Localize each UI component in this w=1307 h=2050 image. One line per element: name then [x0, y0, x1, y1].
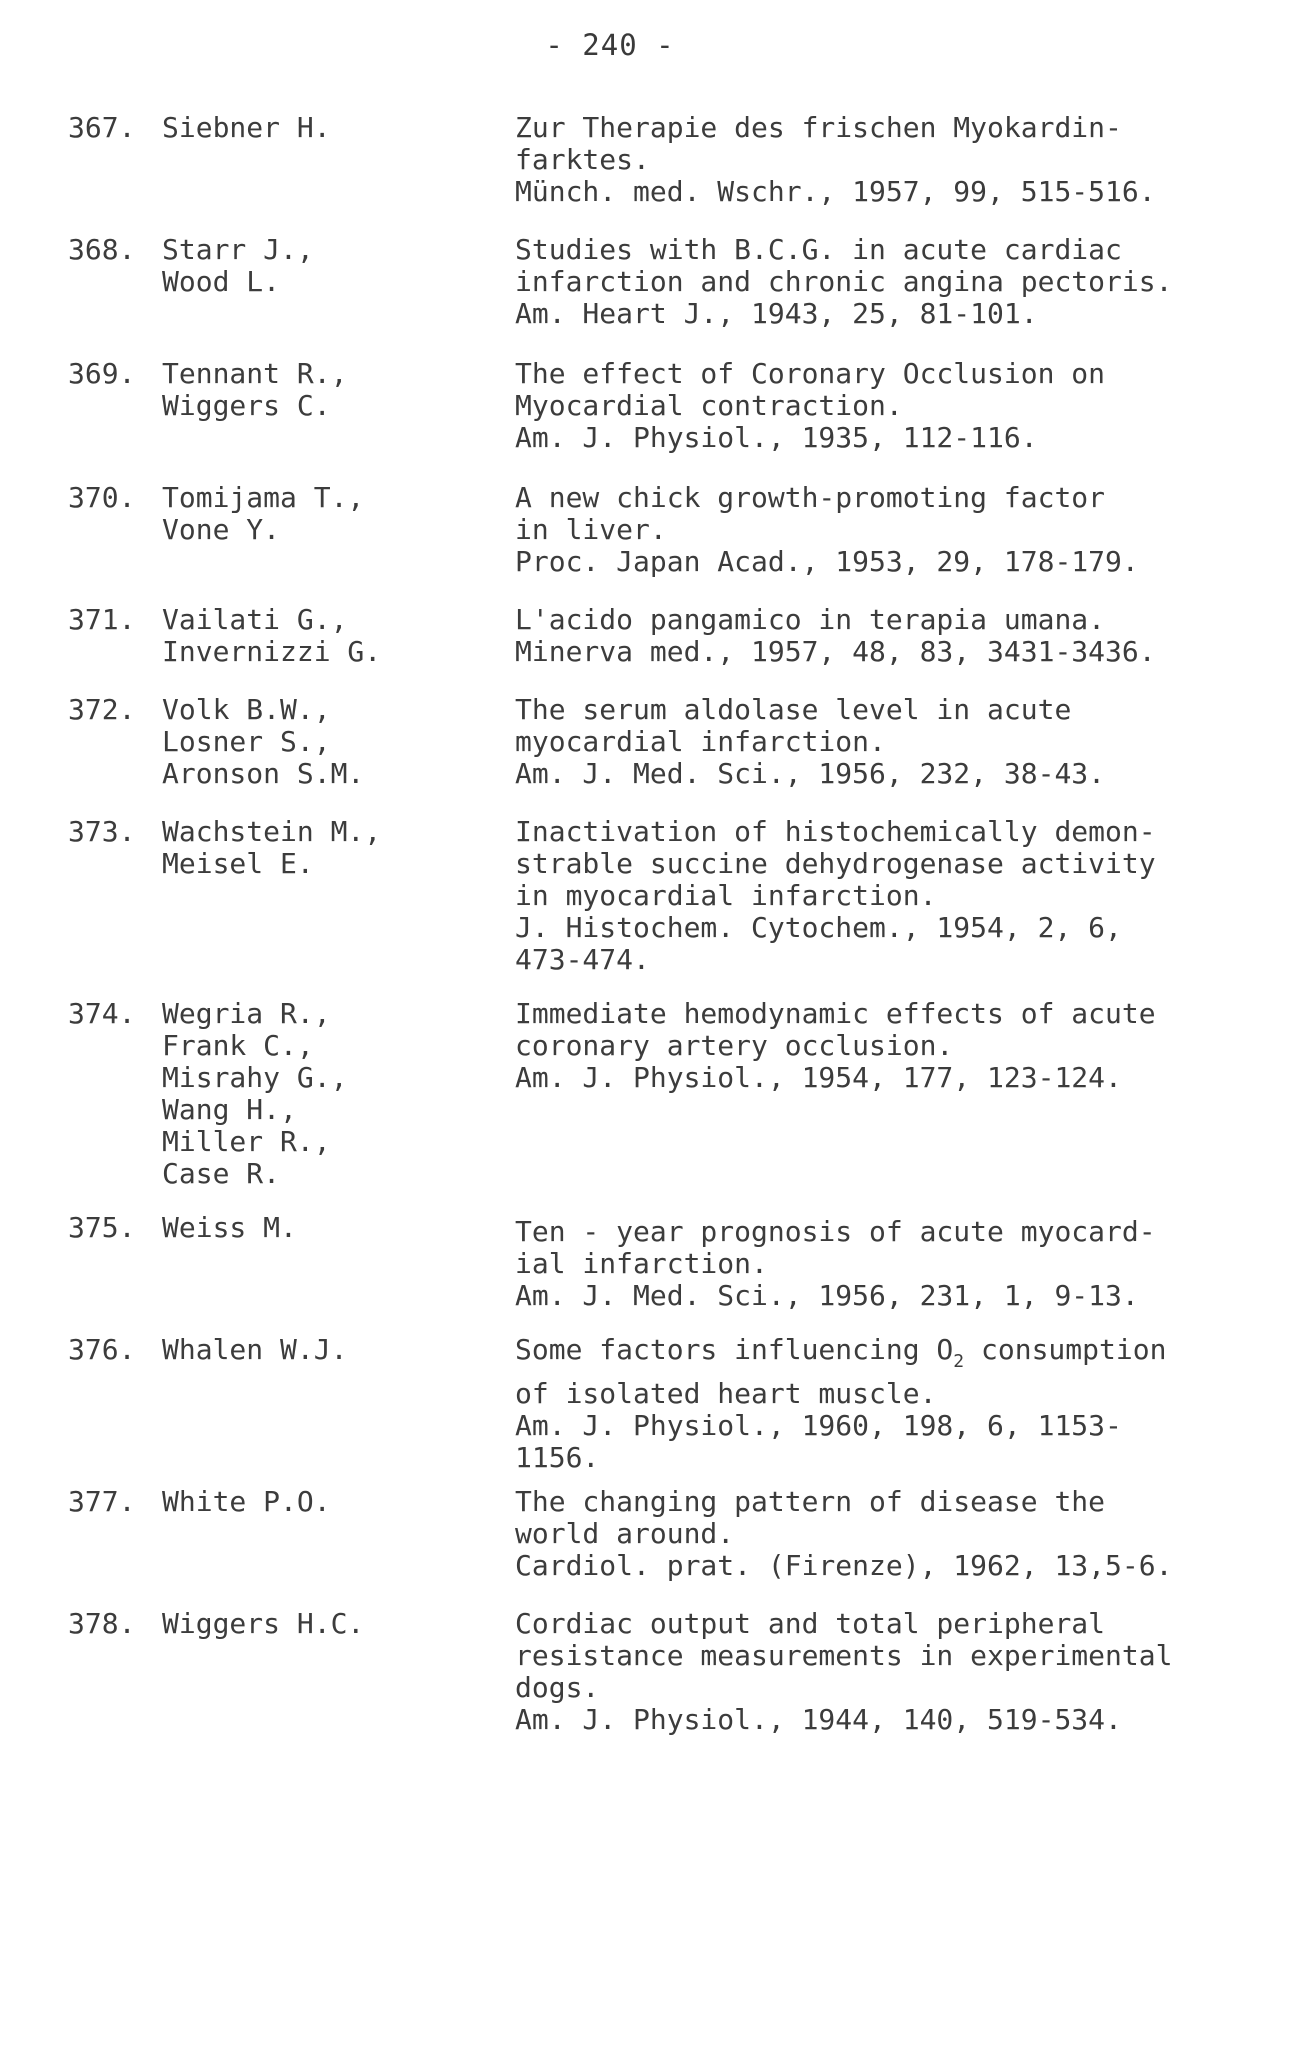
author: Wachstein M., [162, 815, 382, 848]
citation-line: Am. J. Physiol., 1954, 177, 123-124. [515, 1061, 1122, 1094]
entry-authors [162, 1486, 482, 1518]
citation-line: Minerva med., 1957, 48, 83, 3431-3436. [515, 635, 1156, 668]
citation-line: Am. J. Physiol., 1935, 112-116. [515, 421, 1038, 454]
citation-line: Cordiac output and total peripheral [515, 1607, 1106, 1640]
citation-line: dogs. [515, 1671, 600, 1704]
entry-citation [515, 1334, 1255, 1474]
citation-line: Studies with B.C.G. in acute cardiac [515, 233, 1122, 266]
entry-number: 370. [68, 481, 136, 514]
author: Frank C., [162, 1029, 314, 1062]
citation-line: Am. J. Med. Sci., 1956, 231, 1, 9-13. [515, 1279, 1139, 1312]
citation-line: infarction and chronic angina pectoris. [515, 265, 1173, 298]
entry-authors [162, 234, 482, 298]
author: Wiggers H.C. [162, 1607, 365, 1640]
author: Wood L. [162, 265, 281, 298]
citation-line: Myocardial contraction. [515, 389, 903, 422]
entry-number: 372. [68, 693, 136, 726]
author: Whalen W.J. [162, 1333, 348, 1366]
author: Invernizzi G. [162, 635, 382, 668]
entry-authors [162, 694, 482, 790]
author: Wiggers C. [162, 389, 331, 422]
entry-authors [162, 1212, 482, 1244]
citation-line: resistance measurements in experimental [515, 1639, 1173, 1672]
author: White P.O. [162, 1485, 331, 1518]
citation-line: in liver. [515, 513, 667, 546]
citation-line: of isolated heart muscle. [515, 1377, 937, 1410]
entry-number: 376. [68, 1333, 136, 1366]
citation-line: Proc. Japan Acad., 1953, 29, 178-179. [515, 545, 1139, 578]
entry-citation [515, 1216, 1255, 1312]
citation-line: farktes. [515, 143, 650, 176]
entry-authors [162, 112, 482, 144]
author: Siebner H. [162, 111, 331, 144]
citation-text: consumption [964, 1333, 1167, 1366]
author: Vone Y. [162, 513, 281, 546]
citation-line: myocardial infarction. [515, 725, 886, 758]
entry-authors [162, 358, 482, 422]
citation-line: strable succine dehydrogenase activity [515, 847, 1156, 880]
author: Volk B.W., [162, 693, 331, 726]
citation-line: ial infarction. [515, 1247, 768, 1280]
author: Tomijama T., [162, 481, 365, 514]
citation-text: Some factors influencing O [515, 1333, 954, 1366]
citation-line: Inactivation of histochemically demon- [515, 815, 1156, 848]
author: Misrahy G., [162, 1061, 348, 1094]
author: Tennant R., [162, 357, 348, 390]
citation-line: J. Histochem. Cytochem., 1954, 2, 6, [515, 911, 1122, 944]
entry-citation [515, 112, 1255, 208]
entry-number: 369. [68, 357, 136, 390]
citation-line: 473-474. [515, 943, 650, 976]
citation-line: Immediate hemodynamic effects of acute [515, 997, 1156, 1030]
author: Wegria R., [162, 997, 331, 1030]
author: Losner S., [162, 725, 331, 758]
entry-authors [162, 1334, 482, 1366]
citation-line: world around. [515, 1517, 735, 1550]
entry-number: 374. [68, 997, 136, 1030]
author: Case R. [162, 1157, 281, 1190]
citation-line: A new chick growth-promoting factor [515, 481, 1106, 514]
citation-line: Münch. med. Wschr., 1957, 99, 515-516. [515, 175, 1156, 208]
entry-authors [162, 604, 482, 668]
citation-line: Am. J. Physiol., 1960, 198, 6, 1153- [515, 1409, 1122, 1442]
citation-line: Zur Therapie des frischen Myokardin- [515, 111, 1122, 144]
entry-number: 378. [68, 1607, 136, 1640]
entry-authors [162, 482, 482, 546]
entry-authors [162, 1608, 482, 1640]
entry-number: 367. [68, 111, 136, 144]
author: Weiss M. [162, 1211, 297, 1244]
entry-number: 375. [68, 1211, 136, 1244]
entry-citation [515, 998, 1255, 1094]
citation-line [515, 1334, 1255, 1378]
author: Miller R., [162, 1125, 331, 1158]
citation-line: Am. J. Med. Sci., 1956, 232, 38-43. [515, 757, 1106, 790]
entry-number: 368. [68, 233, 136, 266]
citation-line: L'acido pangamico in terapia umana. [515, 603, 1106, 636]
entry-citation [515, 482, 1255, 578]
citation-line: in myocardial infarction. [515, 879, 937, 912]
citation-line: Am. J. Physiol., 1944, 140, 519-534. [515, 1703, 1122, 1736]
citation-line: Am. Heart J., 1943, 25, 81-101. [515, 297, 1038, 330]
author: Starr J., [162, 233, 314, 266]
author: Wang H., [162, 1093, 297, 1126]
citation-line: Ten - year prognosis of acute myocard- [515, 1215, 1156, 1248]
subscript: 2 [953, 1351, 965, 1372]
entry-authors [162, 816, 482, 880]
citation-line: The serum aldolase level in acute [515, 693, 1072, 726]
citation-line: The effect of Coronary Occlusion on [515, 357, 1106, 390]
citation-line: Cardiol. prat. (Firenze), 1962, 13,5-6. [515, 1549, 1173, 1582]
entry-number: 371. [68, 603, 136, 636]
page-number: - 240 - [545, 28, 675, 62]
entry-number: 373. [68, 815, 136, 848]
entry-citation [515, 1608, 1255, 1736]
entry-citation [515, 1486, 1255, 1582]
entry-citation [515, 816, 1255, 976]
entry-citation [515, 234, 1255, 330]
entry-number: 377. [68, 1485, 136, 1518]
entry-citation [515, 358, 1255, 454]
author: Meisel E. [162, 847, 314, 880]
author: Aronson S.M. [162, 757, 365, 790]
author: Vailati G., [162, 603, 348, 636]
citation-line: 1156. [515, 1441, 600, 1474]
citation-line: coronary artery occlusion. [515, 1029, 954, 1062]
citation-line: The changing pattern of disease the [515, 1485, 1106, 1518]
entry-authors [162, 998, 482, 1190]
entry-citation [515, 604, 1255, 668]
entry-citation [515, 694, 1255, 790]
